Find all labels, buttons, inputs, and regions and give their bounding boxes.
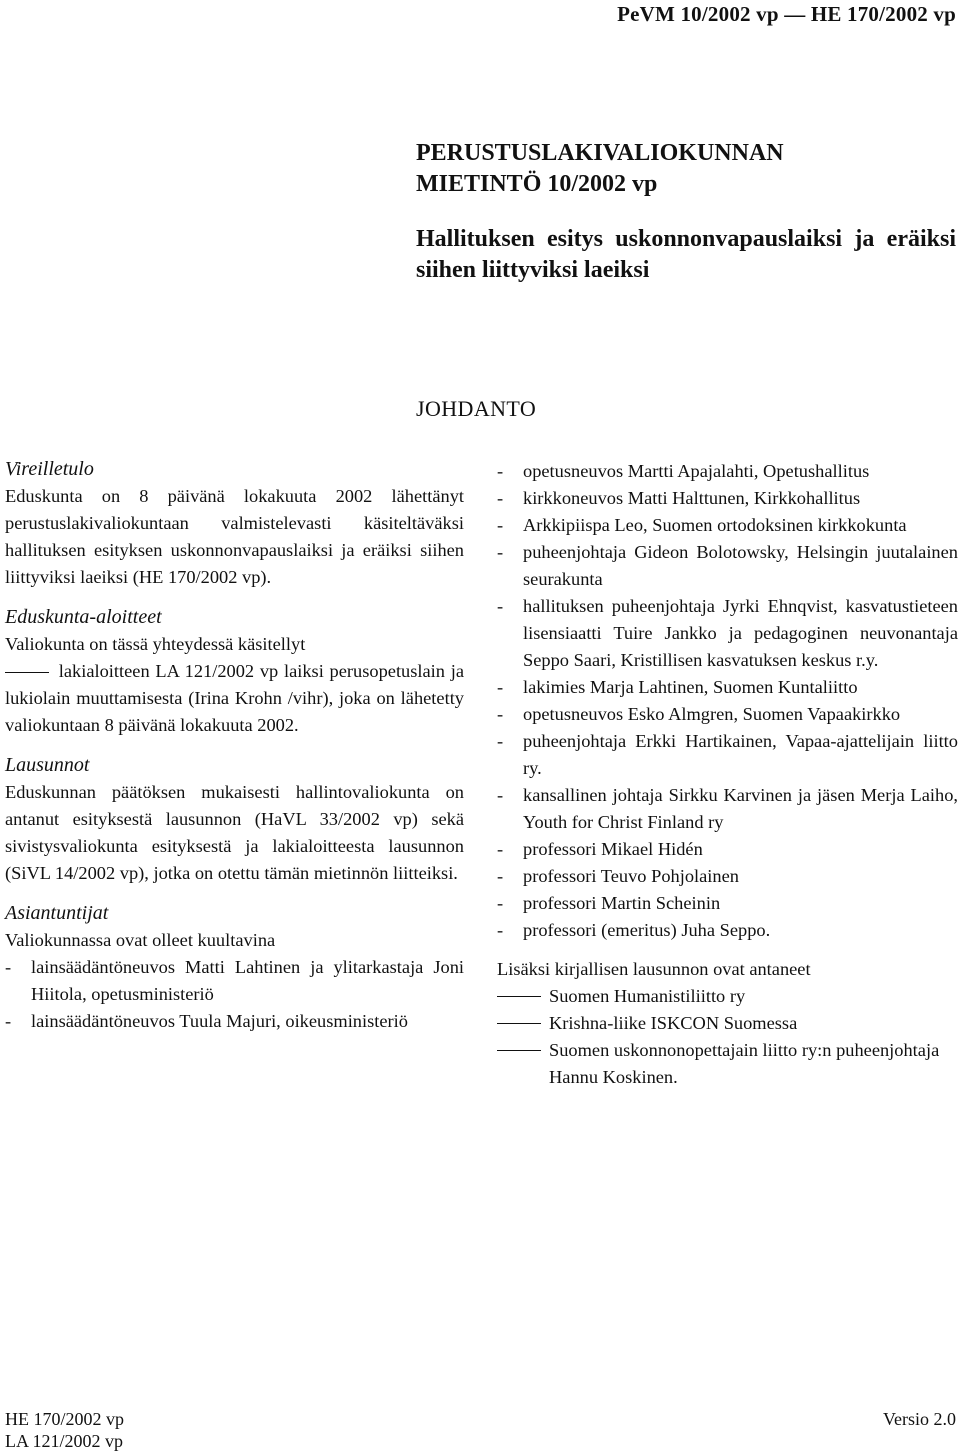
list-item-text: puheenjohtaja Erkki Hartikainen, Vapaa-ajattelijain liitto ry. [523,731,958,778]
report-title-line-1: PERUSTUSLAKIVALIOKUNNAN [416,140,784,166]
em-dash [497,1050,541,1051]
em-dash [5,672,49,673]
list-item: - professori Martin Scheinin [497,893,721,913]
asiantuntijat-list [5,954,464,1035]
list-item: - professori (emeritus) Juha Seppo. [497,920,771,940]
list-item: - puheenjohtaja Erkki Hartikainen, Vapaa-ajattelijain liitto ry. [497,731,958,778]
list-item: - lainsäädäntöneuvos Matti Lahtinen ja ylitarkastaja Joni Hiitola, opetusministeriö [5,957,464,1004]
written-item-text: Suomen uskonnonopettajain liitto ry:n puheenjohtaja Hannu Koskinen. [549,1040,940,1087]
list-item: - opetusneuvos Esko Almgren, Suomen Vapaakirkko [497,704,901,724]
list-item: - kansallinen johtaja Sirkku Karvinen ja jäsen Merja Laiho, Youth for Christ Finland ry [497,785,958,832]
footer-version: Versio 2.0 [883,1409,956,1429]
running-header: PeVM 10/2002 vp — HE 170/2002 vp [617,2,956,26]
aloitteet-item-text: lakialoitteen LA 121/2002 vp laiksi perusopetuslain ja lukiolain muuttamisesta (Irina Krohn /vihr), joka on lähetetty valiokuntaan 8 päivänä lokakuuta 2002. [5,661,464,735]
asiantuntijat-heading: Asiantuntijat [5,902,109,924]
em-dash [497,996,541,997]
list-item-text: puheenjohtaja Gideon Bolotowsky, Helsingin juutalainen seurakunta [523,542,958,589]
footer-doc-ref-2: LA 121/2002 vp [5,1431,124,1451]
aloitteet-item [5,658,464,739]
list-item: - kirkkoneuvos Matti Halttunen, Kirkkohallitus [497,488,861,508]
vireilletulo-heading: Vireilletulo [5,458,94,480]
list-item: - lainsäädäntöneuvos Tuula Majuri, oikeusministeriö [5,1011,408,1031]
section-heading: JOHDANTO [416,396,537,421]
vireilletulo-text: Eduskunta on 8 päivänä lokakuuta 2002 lähettänyt perustuslakivaliokuntaan valmistelevasti käsiteltäväksi hallituksen esityksen uskonnonvapauslaiksi ja eräiksi siihen liittyviksi laeiksi (HE 170/2002 vp). [5,486,464,587]
lausunnot-heading: Lausunnot [5,754,90,776]
list-item-text: professori (emeritus) Juha Seppo. [523,920,771,940]
list-item: - hallituksen puheenjohtaja Jyrki Ehnqvist, kasvatustieteen lisensiaatti Tuire Jankko ja pedagoginen neuvonantaja Seppo Saari, Kristillisen kasvatuksen keskus r.y. [497,596,958,670]
list-item: - puheenjohtaja Gideon Bolotowsky, Helsingin juutalainen seurakunta [497,542,958,589]
experts-list [497,458,958,944]
list-item-text: professori Martin Scheinin [523,893,721,913]
written-item [497,1037,958,1091]
list-item: - professori Teuvo Pohjolainen [497,866,739,886]
list-item: - opetusneuvos Martti Apajalahti, Opetushallitus [497,461,870,481]
subject-title: Hallituksen esitys uskonnonvapauslaiksi ja eräiksi siihen liittyviksi laeiksi [416,226,956,283]
title-block [416,138,956,286]
list-item: - lakimies Marja Lahtinen, Suomen Kuntaliitto [497,677,858,697]
left-column [5,455,464,1035]
aloitteet-heading: Eduskunta-aloitteet [5,606,162,628]
footer-doc-refs [5,1408,124,1452]
footer-doc-ref-1: HE 170/2002 vp [5,1409,124,1429]
right-column [497,458,958,1091]
list-item-text: lakimies Marja Lahtinen, Suomen Kuntaliitto [523,677,858,697]
list-item-text: opetusneuvos Esko Almgren, Suomen Vapaakirkko [523,704,901,724]
em-dash [497,1023,541,1024]
written-item-text: Krishna-liike ISKCON Suomessa [549,1013,798,1033]
list-item-text: professori Mikael Hidén [523,839,703,859]
list-item-text: kirkkoneuvos Matti Halttunen, Kirkkohallitus [523,488,861,508]
list-item-text: lainsäädäntöneuvos Matti Lahtinen ja ylitarkastaja Joni Hiitola, opetusministeriö [31,957,464,1004]
list-item-text: professori Teuvo Pohjolainen [523,866,739,886]
aloitteet-intro: Valiokunta on tässä yhteydessä käsitellyt [5,634,306,654]
asiantuntijat-intro: Valiokunnassa ovat olleet kuultavina [5,930,276,950]
list-item-text: lainsäädäntöneuvos Tuula Majuri, oikeusministeriö [31,1011,408,1031]
lausunnot-text: Eduskunnan päätöksen mukaisesti hallintovaliokunta on antanut esityksestä lausunnon (HaVL 33/2002 vp) sekä sivistysvaliokunta esityksestä ja lakialoitteesta lausunnon (SiVL 14/2002 vp), jotka on otettu tämän mietinnön liitteiksi. [5,782,464,883]
written-statements-intro: Lisäksi kirjallisen lausunnon ovat antaneet [497,959,811,979]
list-item: - professori Mikael Hidén [497,839,703,859]
list-item: - Arkkipiispa Leo, Suomen ortodoksinen kirkkokunta [497,515,907,535]
report-title-line-2: MIETINTÖ 10/2002 vp [416,171,658,197]
list-item-text: hallituksen puheenjohtaja Jyrki Ehnqvist, kasvatustieteen lisensiaatti Tuire Jankko ja pedagoginen neuvonantaja Seppo Saari, Kristillisen kasvatuksen keskus r.y. [523,596,958,670]
list-item-text: Arkkipiispa Leo, Suomen ortodoksinen kirkkokunta [523,515,907,535]
list-item-text: opetusneuvos Martti Apajalahti, Opetushallitus [523,461,870,481]
list-item-text: kansallinen johtaja Sirkku Karvinen ja jäsen Merja Laiho, Youth for Christ Finland ry [523,785,958,832]
written-item-text: Suomen Humanistiliitto ry [549,986,746,1006]
report-title [416,138,956,200]
written-item [497,983,958,1010]
written-item [497,1010,958,1037]
